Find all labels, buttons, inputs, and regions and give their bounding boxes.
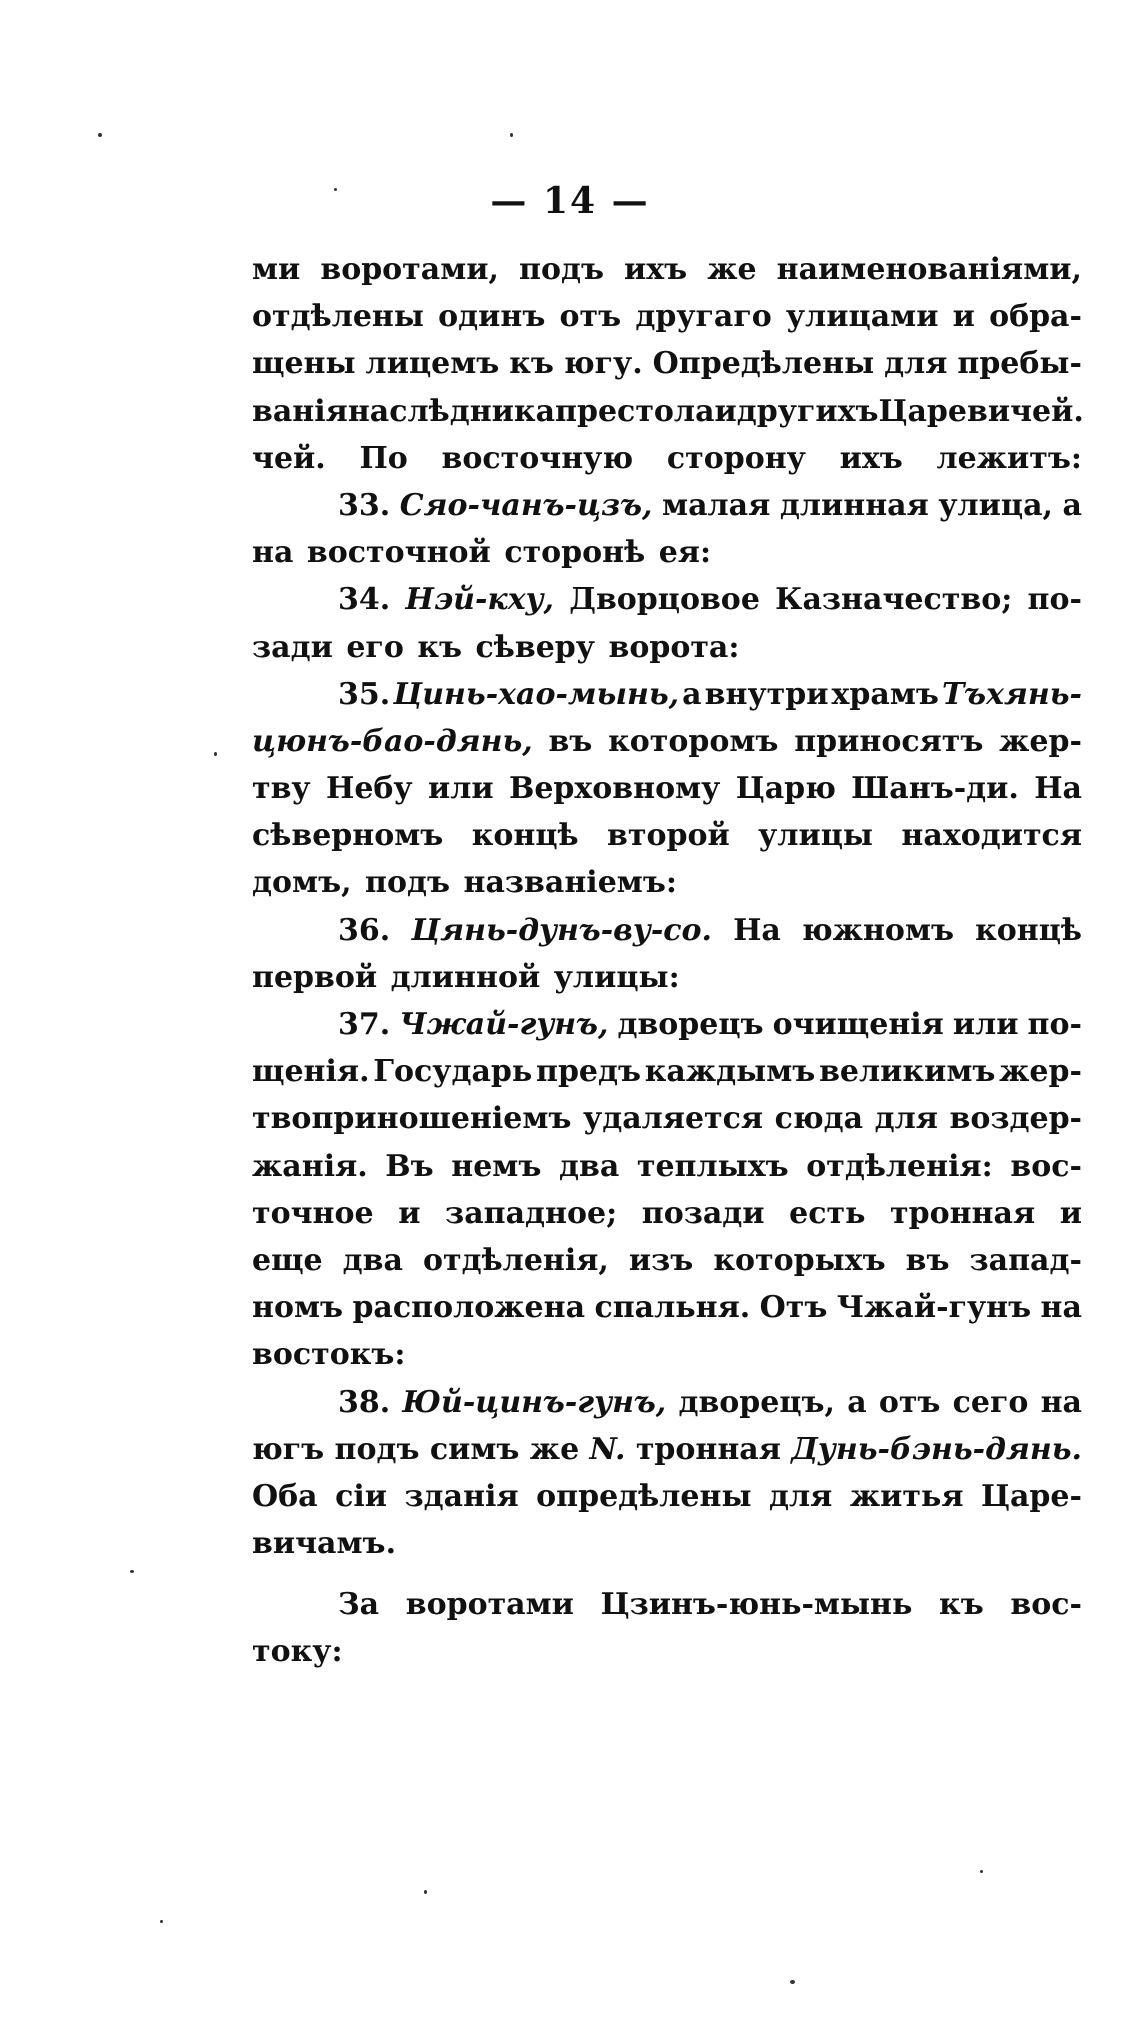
text-word: малая — [662, 487, 771, 523]
text-word: а — [1062, 487, 1082, 523]
text-word: на — [1040, 1384, 1082, 1420]
text-line — [252, 677, 1082, 724]
text-word: подъ — [365, 865, 451, 901]
text-word: концѣ — [975, 912, 1082, 948]
scan-speck — [790, 1980, 795, 1984]
text-word: и — [1059, 1195, 1082, 1231]
text-word: Тъхянь- — [941, 676, 1082, 712]
text-word: 38. — [338, 1384, 391, 1420]
text-word: зади — [252, 629, 333, 665]
text-word: наслѣдника — [347, 393, 556, 429]
text-word: его — [346, 629, 404, 665]
text-line — [252, 630, 1082, 677]
scan-speck — [214, 752, 217, 756]
text-word: или — [427, 771, 494, 807]
text-word: ми — [252, 252, 301, 287]
text-word: симъ — [429, 1431, 520, 1467]
text-word: два — [342, 1242, 403, 1278]
text-line — [252, 394, 1082, 441]
text-word: чей. — [252, 440, 326, 476]
text-word: по- — [1027, 1007, 1082, 1042]
text-line — [252, 818, 1082, 865]
text-word: Чжай-гунъ — [836, 1290, 1032, 1326]
text-word: отдѣленія, — [422, 1242, 609, 1278]
text-word: подъ — [334, 1431, 420, 1467]
body-text — [252, 252, 1082, 1682]
text-word: номъ — [252, 1290, 344, 1326]
text-word: вос- — [1010, 1587, 1082, 1623]
text-line — [252, 865, 1082, 912]
text-line — [252, 1337, 1082, 1384]
text-line — [252, 913, 1082, 960]
text-word: каждымъ — [644, 1054, 816, 1090]
paragraph-gap — [252, 1573, 1082, 1587]
text-word: одинъ — [438, 299, 546, 335]
text-word: позади — [641, 1195, 765, 1231]
text-word: восточной — [306, 535, 491, 571]
text-word: ванія — [252, 393, 348, 429]
text-word: югу. — [563, 346, 643, 382]
text-word: на — [1040, 1290, 1082, 1326]
text-line — [252, 1290, 1082, 1337]
text-word: зданія — [404, 1478, 519, 1514]
text-word: Царевичей. — [878, 393, 1084, 429]
text-word: N. — [589, 1431, 626, 1467]
text-line — [252, 1054, 1082, 1101]
scan-speck — [160, 1920, 163, 1923]
text-word: спальня. — [594, 1290, 751, 1326]
text-word: Цзинъ-юнь-мынь — [600, 1587, 913, 1623]
scan-speck — [424, 1890, 427, 1894]
text-word: южномъ — [801, 912, 955, 948]
text-word: востокъ: — [252, 1337, 406, 1373]
scan-speck — [510, 133, 513, 137]
text-word: сюда — [774, 1101, 864, 1137]
text-word: вос- — [1010, 1148, 1082, 1184]
text-word: другихъ — [736, 393, 879, 429]
text-word: очищенія — [772, 1007, 944, 1042]
text-word: лежитъ: — [936, 440, 1082, 476]
text-word: Сяо-чанъ-цзъ, — [399, 487, 653, 523]
text-word: лицемъ — [365, 346, 500, 382]
text-word: 34. — [338, 582, 391, 618]
text-word: отъ — [559, 299, 622, 335]
text-word: второй — [607, 818, 730, 854]
text-line — [252, 1243, 1082, 1290]
text-line — [252, 535, 1082, 582]
text-line — [252, 1385, 1082, 1432]
text-word: ихъ — [624, 252, 688, 287]
text-line — [252, 1432, 1082, 1479]
text-line — [252, 1479, 1082, 1526]
text-word: восточную — [441, 440, 634, 476]
text-word: изъ — [628, 1242, 694, 1278]
text-word: въ — [548, 723, 593, 759]
text-word: житья — [849, 1478, 964, 1514]
text-line — [252, 1634, 1082, 1681]
text-word: другаго — [635, 299, 772, 335]
text-line — [252, 252, 1082, 299]
text-word: Дворцовое — [569, 582, 760, 618]
text-word: воротами, — [320, 252, 499, 287]
text-word: Верховному — [508, 771, 721, 807]
text-word: По — [359, 440, 408, 476]
text-word: домъ, — [252, 865, 352, 901]
text-word: жер- — [999, 723, 1082, 759]
text-line — [252, 1587, 1082, 1634]
scan-speck — [98, 133, 102, 137]
text-word: расположена — [352, 1290, 586, 1326]
text-word: отдѣленія: — [806, 1148, 993, 1184]
text-word: же — [707, 252, 757, 287]
text-word: названіемъ: — [463, 865, 677, 901]
text-word: жанія. — [252, 1148, 368, 1184]
text-word: югъ — [252, 1431, 325, 1467]
text-word: 33. — [338, 487, 391, 523]
text-word: которыхъ — [713, 1242, 886, 1278]
text-word: Казначество; — [775, 582, 1013, 618]
text-word: отъ — [878, 1384, 941, 1420]
text-word: храмъ — [831, 676, 939, 712]
text-word: На — [733, 912, 781, 948]
text-word: щенія. — [252, 1054, 370, 1090]
text-line — [252, 724, 1082, 771]
text-line — [252, 299, 1082, 346]
text-word: къ — [417, 629, 463, 665]
text-word: току: — [252, 1634, 343, 1670]
text-line — [252, 1101, 1082, 1148]
text-line — [252, 771, 1082, 818]
text-word: и — [714, 393, 737, 429]
text-word: длинная — [779, 487, 929, 523]
text-word: два — [558, 1148, 620, 1184]
text-word: теплыхъ — [636, 1148, 789, 1184]
text-line — [252, 441, 1082, 488]
text-word: дворецъ, — [678, 1384, 835, 1420]
text-word: внутри — [704, 676, 829, 712]
text-word: отдѣлены — [252, 299, 424, 335]
text-word: сѣверномъ — [252, 818, 444, 854]
text-word: великимъ — [819, 1054, 996, 1090]
text-word: для — [874, 1101, 938, 1137]
text-word: тронная — [635, 1431, 781, 1467]
text-word: сѣверу — [475, 629, 595, 665]
text-word: вичамъ. — [252, 1526, 397, 1562]
text-word: Цинь-хао-мынь, — [393, 676, 680, 712]
text-word: же — [529, 1431, 580, 1467]
text-word: воздер- — [949, 1101, 1082, 1137]
text-word: которомъ — [608, 723, 779, 759]
text-word: на — [252, 535, 294, 571]
text-word: сего — [952, 1384, 1029, 1420]
text-word: къ — [939, 1587, 984, 1623]
text-word: обра- — [989, 299, 1082, 335]
text-word: или — [952, 1007, 1019, 1042]
text-word: улицы — [758, 818, 873, 854]
text-word: пребы- — [957, 346, 1082, 382]
text-line — [252, 1149, 1082, 1196]
text-word: Государь — [373, 1054, 533, 1090]
text-word: Юй-цинъ-гунъ, — [402, 1384, 667, 1420]
text-word: Шанъ-ди. — [851, 771, 1019, 807]
text-word: западное; — [445, 1195, 618, 1231]
text-word: первой — [252, 959, 378, 995]
text-word: сторону — [666, 440, 806, 476]
text-word: ворота: — [608, 629, 740, 665]
text-word: приносятъ — [794, 723, 984, 759]
text-line — [252, 346, 1082, 393]
text-word: За — [338, 1587, 380, 1623]
text-line — [252, 960, 1082, 1007]
text-word: подъ — [519, 252, 604, 287]
text-line — [252, 488, 1082, 535]
text-word: точное — [252, 1195, 374, 1231]
text-word: еще — [252, 1242, 323, 1278]
text-line — [252, 1007, 1082, 1054]
text-word: длинной — [390, 959, 541, 995]
text-word: Отъ — [759, 1290, 828, 1326]
text-word: наименованіями, — [776, 252, 1082, 287]
text-word: цюнъ-бао-дянь, — [252, 723, 533, 759]
text-word: 35. — [338, 676, 391, 712]
text-word: сторонѣ — [504, 535, 646, 571]
text-word: къ — [509, 346, 554, 382]
text-line — [252, 1526, 1082, 1573]
text-word: улица, — [938, 487, 1053, 523]
scan-speck — [334, 188, 337, 191]
text-word: Царю — [735, 771, 836, 807]
text-word: 36. — [338, 912, 391, 948]
text-word: улицами — [785, 299, 939, 335]
text-word: и — [952, 299, 975, 335]
text-word: Чжай-гунъ, — [399, 1007, 609, 1042]
text-word: есть — [789, 1195, 866, 1231]
scan-speck — [980, 1870, 983, 1873]
text-word: Царе- — [981, 1478, 1082, 1514]
text-word: сіи — [335, 1478, 388, 1514]
text-word: для — [769, 1478, 833, 1514]
text-word: Оба — [252, 1478, 318, 1514]
text-word: находится — [901, 818, 1082, 854]
text-word: щены — [252, 346, 356, 382]
text-word: жер- — [999, 1054, 1082, 1090]
text-word: концѣ — [471, 818, 579, 854]
text-word: запад- — [969, 1242, 1082, 1278]
text-word: предъ — [535, 1054, 642, 1090]
text-word: ея: — [658, 535, 712, 571]
text-word: для — [884, 346, 948, 382]
text-word: тву — [252, 771, 311, 807]
text-word: твоприношеніемъ — [252, 1101, 572, 1137]
text-line — [252, 582, 1082, 629]
text-word: улицы: — [553, 959, 680, 995]
text-word: Въ — [385, 1148, 434, 1184]
text-word: по- — [1027, 582, 1082, 618]
text-word: опредѣлены — [536, 1478, 752, 1514]
text-word: престола — [555, 393, 715, 429]
text-line — [252, 1196, 1082, 1243]
scan-speck — [130, 1570, 134, 1573]
text-word: Нэй-кху, — [405, 582, 555, 618]
text-word: а — [847, 1384, 867, 1420]
text-word: и — [398, 1195, 421, 1231]
page-number: — 14 — — [490, 180, 650, 222]
text-word: дворецъ — [617, 1007, 764, 1042]
text-word: Цянь-дунъ-ву-со. — [411, 912, 712, 948]
text-word: а — [682, 676, 702, 712]
text-word: тронная — [890, 1195, 1036, 1231]
text-word: ихъ — [839, 440, 903, 476]
text-word: На — [1034, 771, 1082, 807]
text-word: 37. — [338, 1007, 391, 1042]
text-word: удаляется — [583, 1101, 764, 1137]
text-word: немъ — [451, 1148, 542, 1184]
text-word: Небу — [325, 771, 413, 807]
text-word: Дунь-бэнь-дянь. — [791, 1431, 1082, 1467]
text-word: въ — [905, 1242, 950, 1278]
text-word: воротами — [405, 1587, 574, 1623]
text-word: Опредѣлены — [652, 346, 875, 382]
